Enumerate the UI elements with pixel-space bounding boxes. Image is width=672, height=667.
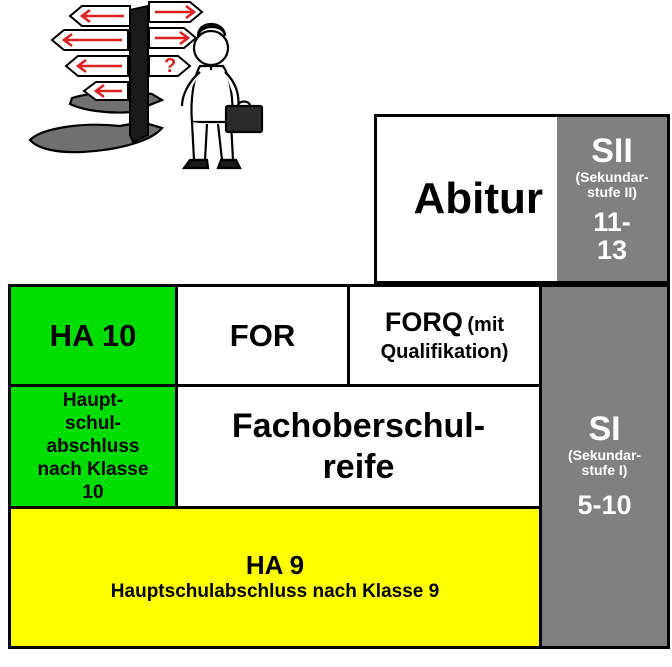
ha9-description: Hauptschulabschluss nach Klasse 9	[110, 580, 440, 602]
si-grades: 5-10	[577, 490, 632, 521]
ha10-description-cell	[11, 387, 175, 506]
fachoberschulreife-line2: reife	[322, 447, 395, 486]
signpost-with-person-illustration	[12, 0, 282, 180]
ha10-description-line-4: nach Klasse	[37, 459, 149, 481]
sii-subtitle-line2: stufe II)	[587, 183, 637, 200]
for-cell	[178, 287, 350, 384]
forq-cell	[350, 287, 539, 384]
ha10-description-line-1: Haupt-	[62, 389, 124, 411]
ha10-column	[11, 287, 178, 506]
ha10-description-line-3: abschluss	[46, 435, 140, 457]
for-label: FOR	[229, 317, 296, 353]
for-forq-row	[178, 287, 539, 387]
sekundarstufe-1-block	[8, 284, 670, 649]
ha10-description-line-5: 10	[82, 482, 104, 504]
forq-text	[381, 306, 509, 365]
sii-grades-line2: 13	[596, 235, 628, 266]
si-title: SI	[588, 409, 621, 448]
svg-text:?: ?	[164, 55, 177, 77]
forq-qualifier-line1: (mit	[467, 314, 505, 337]
sii-title: SII	[591, 131, 633, 170]
forq-qualifier-line2: Qualifikation)	[380, 340, 509, 363]
sii-stage-cell	[557, 117, 667, 281]
sii-grades	[593, 208, 631, 265]
sii-subtitle-line1: (Sekundar-	[575, 168, 649, 185]
si-subtitle-line2: stufe I)	[581, 462, 628, 478]
qualifications-column	[11, 287, 539, 646]
ha10-cell	[11, 287, 175, 387]
si-stage-cell	[539, 287, 667, 646]
qualifications-upper-row	[11, 287, 539, 509]
fachoberschulreife-label	[232, 406, 485, 486]
sii-subtitle	[575, 170, 648, 200]
forq-label: FORQ	[384, 307, 463, 338]
for-forq-column	[178, 287, 539, 506]
ha10-description	[38, 389, 149, 505]
fachoberschulreife-cell	[178, 387, 539, 506]
si-subtitle-line1: (Sekundar-	[567, 446, 642, 463]
ha9-label: HA 9	[245, 550, 305, 581]
ha10-description-line-2: schul-	[65, 412, 121, 434]
fachoberschulreife-line1: Fachoberschul-	[231, 407, 486, 446]
sii-grades-line1: 11-	[593, 206, 631, 237]
ha9-row	[11, 509, 539, 646]
abitur-block	[374, 114, 670, 284]
si-subtitle	[568, 448, 641, 478]
abitur-cell	[377, 117, 557, 281]
ha10-label: HA 10	[49, 317, 137, 353]
abitur-label: Abitur	[413, 174, 543, 223]
